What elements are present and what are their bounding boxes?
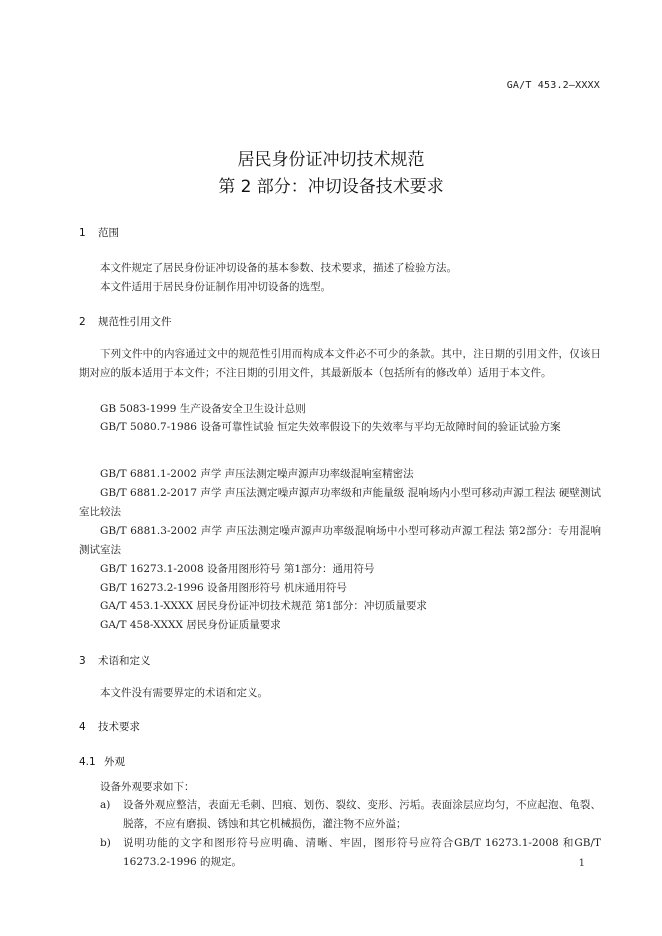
section-4-heading [79, 719, 140, 734]
reference-item: GA/T 453.1-XXXX 居民身份证冲切技术规范 第1部分：冲切质量要求 [100, 600, 427, 612]
list-item-text: 设备外观应整洁，表面无毛刺、凹痕、划伤、裂纹、变形、污垢。表面涂层应均匀，不应起泡、龟裂、脱落，不应有磨损、锈蚀和其它机械损伤，灌注物不应外溢； [123, 799, 601, 830]
section-3-heading [79, 653, 151, 668]
references-intro: 下列文件中的内容通过文中的规范性引用而构成本文件必不可少的条款。其中，注日期的引用文件，仅该日期对应的版本适用于本文件；不注日期的引用文件，其最新版本（包括所有的修改单）适用于本文件。 [79, 348, 601, 379]
terms-paragraph: 本文件没有需要界定的术语和定义。 [100, 687, 268, 699]
reference-item: GB/T 5080.7-1986 设备可靠性试验 恒定失效率假设下的失效率与平均无故障时间的验证试验方案 [100, 421, 561, 433]
section-number: 1 [79, 227, 86, 239]
reference-item: GA/T 458-XXXX 居民身份证质量要求 [100, 619, 281, 631]
section-title: 规范性引用文件 [98, 316, 172, 328]
page-number: 1 [578, 858, 585, 869]
reference-item: GB/T 6881.1-2002 声学 声压法测定噪声源声功率级混响室精密法 [100, 468, 414, 480]
subsection-4-1-heading [79, 754, 125, 769]
section-title: 技术要求 [98, 721, 140, 733]
section-2-heading [79, 314, 172, 329]
list-item [100, 834, 601, 871]
document-subtitle: 第 2 部分：冲切设备技术要求 [218, 177, 444, 197]
document-title: 居民身份证冲切技术规范 [237, 150, 425, 170]
section-title: 范围 [98, 227, 119, 239]
scope-paragraph-1: 本文件规定了居民身份证冲切设备的基本参数、技术要求，描述了检验方法。 [100, 262, 457, 274]
section-number: 4 [79, 721, 86, 733]
subsection-title: 外观 [104, 756, 125, 768]
subsection-number: 4.1 [79, 756, 96, 768]
section-1-heading [79, 225, 119, 240]
list-item-text: 说明功能的文字和图形符号应明确、清晰、牢固，图形符号应符合GB/T 16273.1-2008 和GB/T 16273.2-1996 的规定。 [123, 837, 601, 868]
reference-item: GB/T 6881.3-2002 声学 声压法测定噪声源声功率级混响场中小型可移动声源工程法 第2部分：专用混响测试室法 [79, 525, 601, 556]
reference-item: GB/T 16273.1-2008 设备用图形符号 第1部分：通用符号 [100, 563, 375, 575]
scope-paragraph-2: 本文件适用于居民身份证制作用冲切设备的选型。 [100, 281, 331, 293]
list-item [100, 796, 601, 833]
reference-item: GB/T 6881.2-2017 声学 声压法测定噪声源声功率级和声能量级 混响场内小型可移动声源工程法 硬壁测试室比较法 [79, 487, 601, 518]
appearance-intro: 设备外观要求如下： [100, 781, 195, 793]
reference-item: GB 5083-1999 生产设备安全卫生设计总则 [100, 403, 306, 415]
standard-number: GA/T 453.2—XXXX [506, 80, 600, 91]
list-marker: a) [100, 799, 111, 811]
section-title: 术语和定义 [98, 655, 151, 667]
list-marker: b) [100, 837, 111, 849]
reference-item: GB/T 16273.2-1996 设备用图形符号 机床通用符号 [100, 582, 347, 594]
section-number: 3 [79, 655, 86, 667]
section-number: 2 [79, 316, 86, 328]
